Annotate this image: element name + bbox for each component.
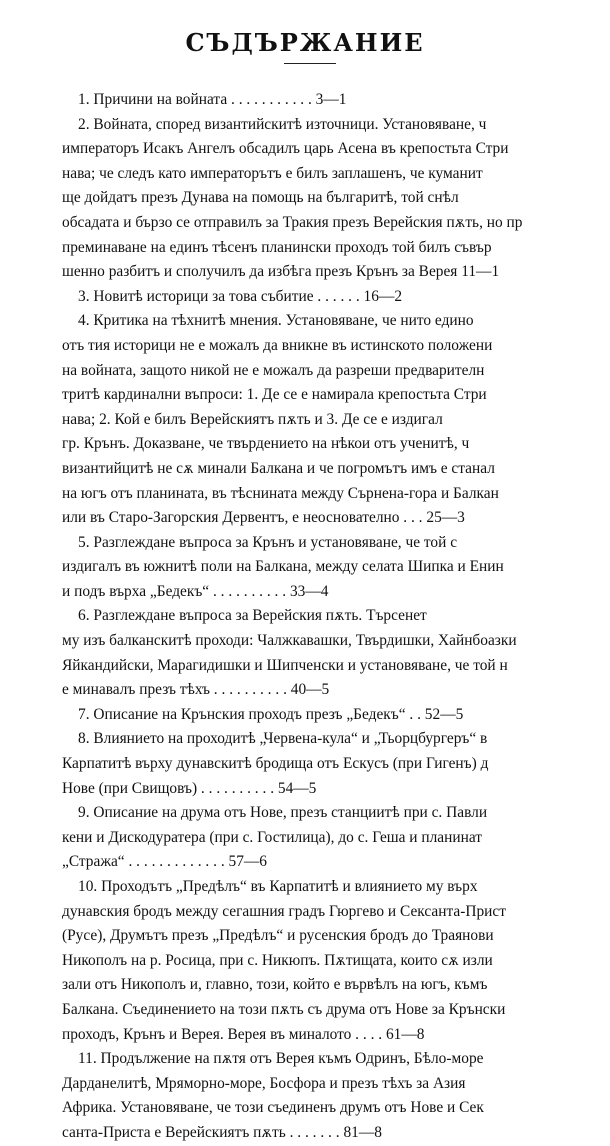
toc-line: Африка. Установяване, че този съединенъ друмъ отъ Нове и Сек	[62, 1099, 484, 1117]
toc-line: тритѣ кардинални въпроси: 1. Де се е намирала крепостьта Стри	[62, 386, 487, 404]
toc-line: или въ Старо-Загорския Дервентъ, е неоснователно . . . 25—3	[62, 509, 465, 527]
toc-line: санта-Приста е Верейскиятъ пѫть . . . . . . . 81—8	[62, 1123, 382, 1141]
toc-line: преминаване на единъ тѣсенъ планински проходъ той билъ съвър	[62, 238, 492, 256]
toc-line: шенно разбитъ и сполучилъ да избѣга презъ Крънъ за Верея 11—1	[62, 263, 500, 281]
toc-entry-3: 3. Новитѣ историци за това събитие . . . . . . 16—2	[78, 287, 403, 305]
toc-line: на войната, защото никой не е можалъ да разреши предварителн	[62, 361, 485, 379]
table-of-contents	[0, 88, 610, 1146]
toc-line: на югъ отъ планината, въ тѣснината между Сърнена-гора и Балкан	[62, 484, 499, 502]
toc-line: издигалъ въ южнитѣ поли на Балкана, между селата Шипка и Енин	[62, 558, 504, 576]
toc-line: зали отъ Никополъ и, главно, този, който е вървѣлъ на югъ, къмъ	[62, 976, 488, 994]
toc-line: дунавския бродъ между сегашния градъ Гюргево и Сексанта-Прист	[62, 902, 506, 920]
toc-line: гр. Крънъ. Доказване, че твърдението на нѣкои отъ ученитѣ, ч	[62, 435, 470, 453]
toc-entry-5: 5. Разглеждане въпроса за Крънъ и установяване, че той с	[78, 533, 458, 551]
toc-line: е минавалъ презъ тѣхъ . . . . . . . . . . 40—5	[62, 681, 330, 699]
toc-entry-1: 1. Причини на войната . . . . . . . . . . . 3—1	[78, 91, 347, 108]
toc-entry-8: 8. Влиянието на проходитѣ „Червена-кула“ и „Тьорцбургеръ“ в	[78, 730, 488, 748]
toc-line: (Русе), Друмътъ презъ „Предѣлъ“ и русенския бродъ до Траянови	[62, 927, 494, 945]
toc-line: Никополъ на р. Росица, при с. Никюпъ. Пѫтищата, които сѫ изли	[62, 951, 493, 969]
toc-line: Карпатитѣ върху дунавскитѣ бродища отъ Ескусъ (при Гигенъ) д	[62, 755, 489, 773]
page-title: СЪДЪРЖАНИЕ	[185, 28, 425, 57]
toc-line: Яйкандийски, Марагидишки и Шипченски и установяване, че той н	[62, 656, 508, 674]
toc-line: Балкана. Съединението на този пѫть съ друма отъ Нове за Крънски	[62, 1000, 506, 1018]
toc-entry-11: 11. Продължение на пѫтя отъ Верея къмъ Одринъ, Бѣло-море	[78, 1050, 484, 1068]
toc-line: ще дойдатъ презъ Дунава на помощь на българитѣ, той снѣл	[62, 189, 459, 207]
toc-line: му изъ балканскитѣ проходи: Чалжкавашки, Твърдишки, Хайнбоазки	[62, 632, 517, 650]
toc-entry-10: 10. Проходътъ „Предѣлъ“ въ Карпатитѣ и влиянието му върх	[78, 878, 478, 895]
toc-line: Дарданелитѣ, Мряморно-море, Босфора и презъ тѣхъ за Азия	[62, 1074, 466, 1092]
toc-line: проходъ, Крънъ и Верея. Верея въ миналото . . . . 61—8	[62, 1025, 425, 1043]
toc-line: кени и Дискодуратера (при с. Гостилица), до с. Геша и планинат	[62, 828, 483, 846]
toc-entry-7: 7. Описание на Крънския проходъ презъ „Бедекъ“ . . 52—5	[78, 705, 464, 723]
toc-line: византийцитѣ не сѫ минали Балкана и че погромътъ имъ е станал	[62, 459, 495, 477]
toc-line: нава; 2. Кой е билъ Верейскиятъ пѫть и 3. Де се е издигал	[62, 410, 443, 428]
toc-entry-6: 6. Разглеждане въпроса за Верейския пѫть. Търсенет	[78, 607, 427, 625]
toc-entry-9: 9. Описание на друма отъ Нове, презъ станциитѣ при с. Павли	[78, 804, 488, 822]
toc-entry-2: 2. Войната, според византийскитѣ източници. Установяване, ч	[78, 115, 487, 133]
toc-line: обсадата и бързо се отправилъ за Тракия презъ Верейския пѫть, но пр	[62, 213, 523, 231]
toc-line: и подъ върха „Бедекъ“ . . . . . . . . . . 33—4	[62, 582, 329, 600]
toc-line: „Стража“ . . . . . . . . . . . . . 57—6	[62, 853, 267, 871]
toc-line: Нове (при Свищовъ) . . . . . . . . . . 54—5	[62, 779, 317, 797]
toc-line: нава; че следъ като императорътъ е билъ заплашенъ, че куманит	[62, 164, 483, 182]
title-underline	[284, 63, 336, 64]
toc-line: отъ тия историци не е можалъ да вникне въ истинското положени	[62, 336, 493, 354]
toc-line: императоръ Исакъ Ангелъ обсадилъ царь Асена въ крепостьта Стри	[62, 140, 509, 158]
toc-entry-4: 4. Критика на тѣхнитѣ мнения. Установяване, че нито едино	[78, 312, 474, 330]
